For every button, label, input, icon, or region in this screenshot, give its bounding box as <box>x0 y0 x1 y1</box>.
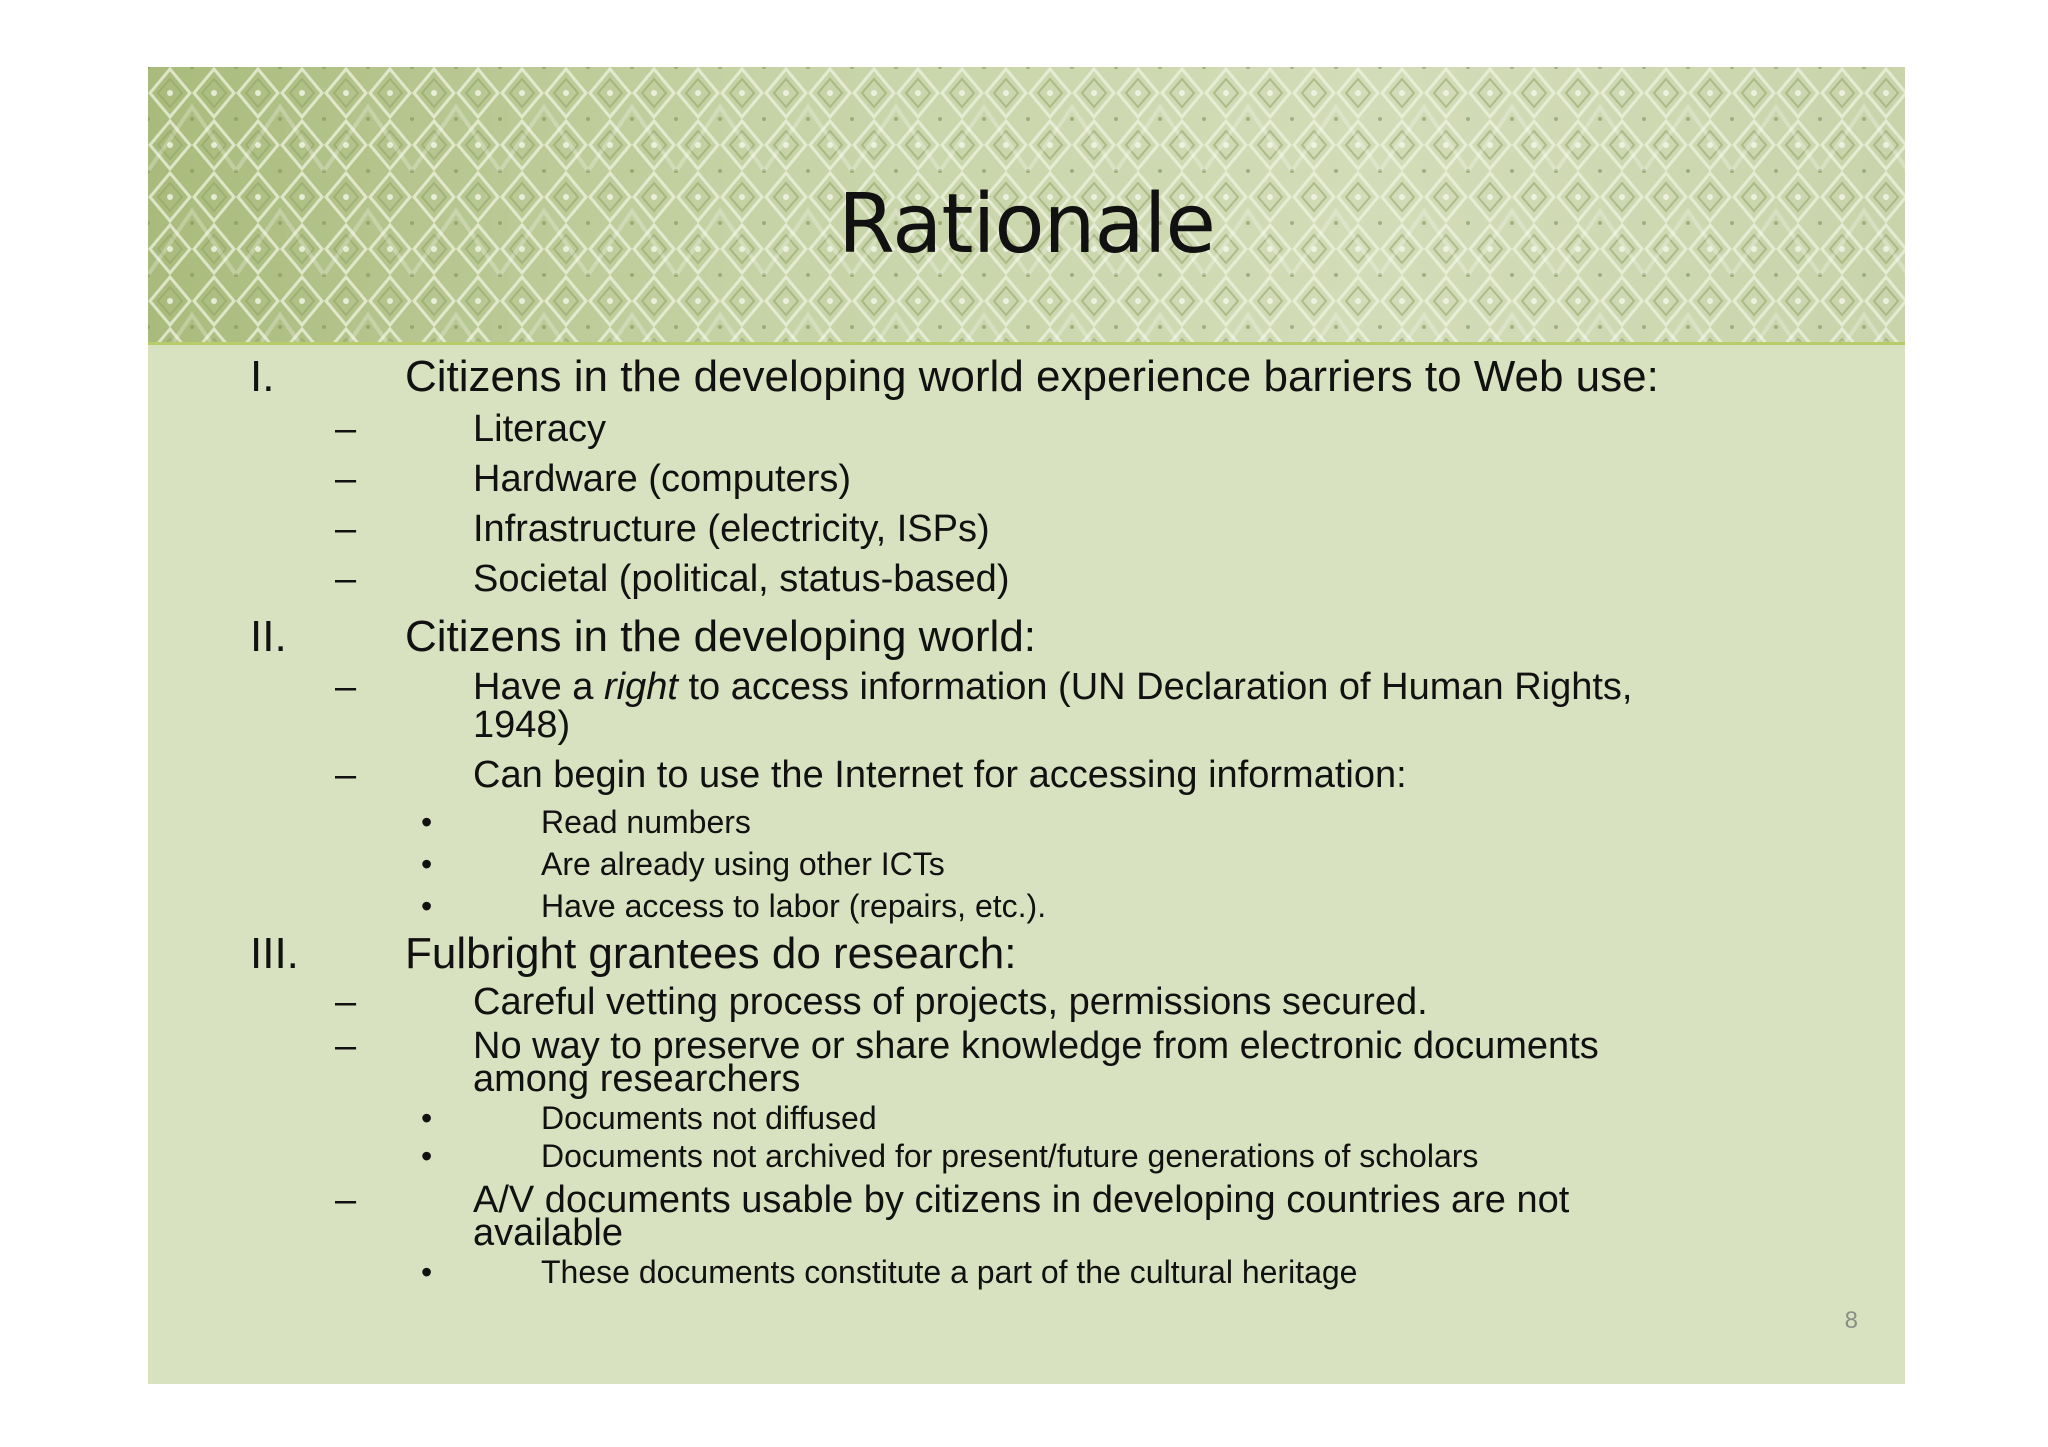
roman-numeral-marker: II. <box>250 612 287 661</box>
list-item-text: Can begin to use the Internet for accessing information: <box>473 754 1407 796</box>
list-item-text: Infrastructure (electricity, ISPs) <box>473 508 990 550</box>
sub-list-item-text: Have access to labor (repairs, etc.). <box>541 888 1047 924</box>
bullet-marker: • <box>421 846 433 882</box>
header-banner <box>148 67 1905 342</box>
section-heading: Citizens in the developing world: <box>405 612 1037 661</box>
list-item-text: Societal (political, status-based) <box>473 558 1010 600</box>
bullet-marker: • <box>421 1254 433 1290</box>
dash-marker: – <box>335 981 357 1023</box>
list-item-text: Hardware (computers) <box>473 458 851 500</box>
roman-numeral-marker: I. <box>250 352 275 401</box>
slide-page-number: 8 <box>1844 1307 1858 1334</box>
list-item-text: 1948) <box>473 704 571 746</box>
sub-list-item-text: Documents not diffused <box>541 1100 877 1136</box>
list-item-text: No way to preserve or share knowledge from electronic documents <box>473 1025 1599 1067</box>
list-item-text: Literacy <box>473 408 607 450</box>
sub-list-item-text: Read numbers <box>541 804 751 840</box>
slide-title: Rationale <box>838 177 1215 272</box>
dash-marker: – <box>335 1025 357 1067</box>
dash-marker: – <box>335 754 357 796</box>
section-heading: Citizens in the developing world experience barriers to Web use: <box>405 352 1659 401</box>
list-item-text: among researchers <box>473 1058 801 1100</box>
list-item-text: A/V documents usable by citizens in developing countries are not <box>473 1179 1570 1221</box>
bullet-marker: • <box>421 804 433 840</box>
dash-marker: – <box>335 458 357 500</box>
bullet-marker: • <box>421 1138 433 1174</box>
dash-marker: – <box>335 508 357 550</box>
bullet-marker: • <box>421 1100 433 1136</box>
dash-marker: – <box>335 558 357 600</box>
sub-list-item-text: Are already using other ICTs <box>541 846 945 882</box>
list-item-text: available <box>473 1212 623 1254</box>
roman-numeral-marker: III. <box>250 929 299 978</box>
dash-marker: – <box>335 1179 357 1221</box>
list-item-text: Careful vetting process of projects, permissions secured. <box>473 981 1428 1023</box>
dash-marker: – <box>335 408 357 450</box>
slide <box>148 67 1905 1384</box>
banner-divider <box>148 342 1905 345</box>
bullet-marker: • <box>421 888 433 924</box>
section-heading: Fulbright grantees do research: <box>405 929 1017 978</box>
emphasis-text: right <box>603 666 678 708</box>
list-item-text: Have a right to access information (UN Declaration of Human Rights, <box>473 666 1633 708</box>
dash-marker: – <box>335 666 357 708</box>
sub-list-item-text: These documents constitute a part of the cultural heritage <box>541 1254 1358 1290</box>
sub-list-item-text: Documents not archived for present/future generations of scholars <box>541 1138 1479 1174</box>
